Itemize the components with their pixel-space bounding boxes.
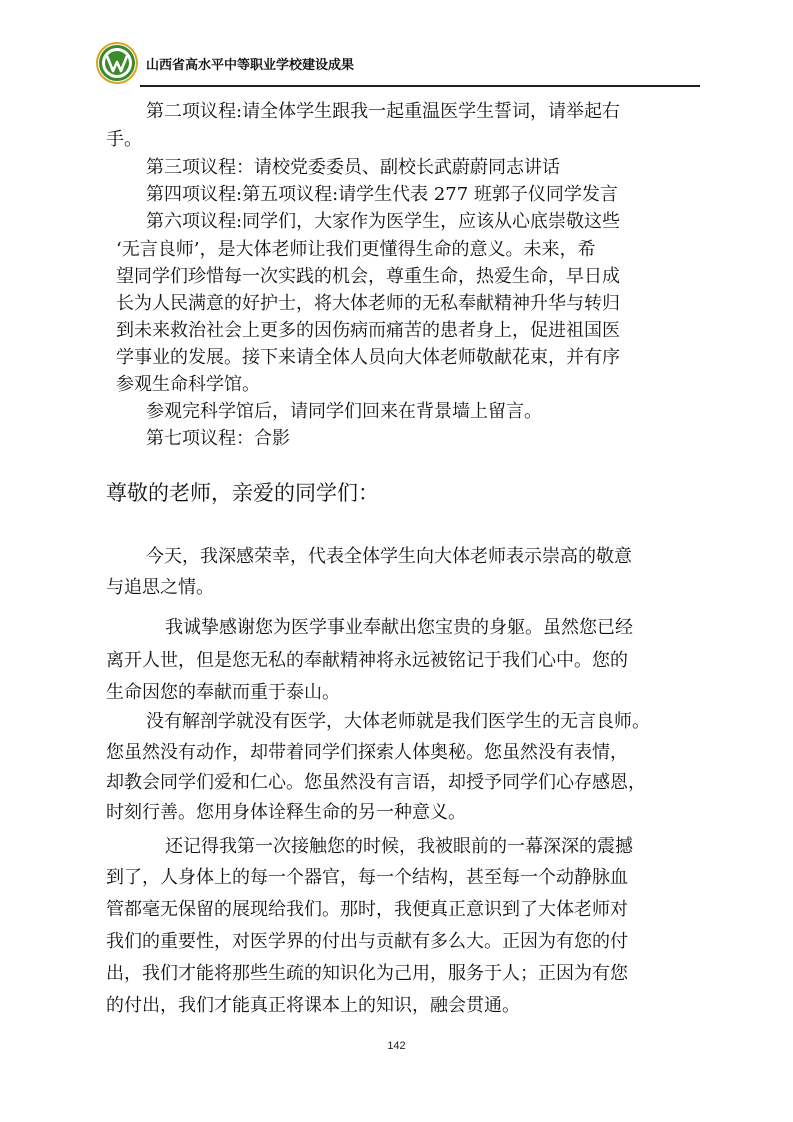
speech-line: 却教会同学们爱和仁心。您虽然没有言语，却授予同学们心存感恩， — [106, 772, 646, 793]
speech-line: 的付出，我们才能真正将课本上的知识，融会贯通。 — [106, 995, 520, 1016]
agenda-line: 第二项议程:请全体学生跟我一起重温医学生誓词，请举起右 — [146, 101, 621, 122]
speech-line: 没有解剖学就没有医学，大体老师就是我们医学生的无言良师。 — [146, 711, 650, 732]
agenda-line: 第四项议程:第五项议程:请学生代表 277 班郭子仪同学发言 — [146, 184, 618, 205]
speech-line: 今天，我深感荣幸，代表全体学生向大体老师表示崇高的敬意 — [146, 546, 632, 567]
agenda-line: 望同学们珍惜每一次实践的机会，尊重生命，热爱生命，早日成 — [116, 266, 620, 287]
school-logo-icon — [96, 42, 138, 84]
agenda-line: 长为人民满意的好护士，将大体老师的无私奉献精神升华与转归 — [116, 293, 620, 314]
speech-line: 出，我们才能将那些生疏的知识化为己用，服务于人；正因为有您 — [106, 963, 628, 984]
speech-line: 我们的重要性，对医学界的付出与贡献有多么大。正因为有您的付 — [106, 931, 628, 952]
speech-line: 离开人世，但是您无私的奉献精神将永远被铭记于我们心中。您的 — [106, 650, 628, 671]
agenda-line: 参观完科学馆后，请同学们回来在背景墙上留言。 — [146, 401, 542, 422]
speech-line: 到了，人身体上的每一个器官，每一个结构，甚至每一个动静脉血 — [106, 867, 628, 888]
header-title: 山西省高水平中等职业学校建设成果 — [146, 58, 355, 73]
agenda-line: 第七项议程：合影 — [146, 428, 290, 449]
speech-line: 还记得我第一次接触您的时候，我被眼前的一幕深深的震撼 — [165, 836, 633, 857]
speech-line: 与追思之情。 — [106, 577, 214, 598]
speech-line: 管都毫无保留的展现给我们。那时，我便真正意识到了大体老师对 — [106, 899, 628, 920]
agenda-line: 第六项议程:同学们，大家作为医学生，应该从心底崇敬这些 — [146, 211, 621, 232]
agenda-line: 第三项议程：请校党委委员、副校长武蔚蔚同志讲话 — [146, 157, 560, 178]
header-divider — [140, 85, 700, 87]
speech-line: 我诚挚感谢您为医学事业奉献出您宝贵的身躯。虽然您已经 — [165, 617, 633, 638]
salutation-heading: 尊敬的老师，亲爱的同学们： — [106, 481, 379, 505]
agenda-line: ‘无言良师’，是大体老师让我们更懂得生命的意义。未来，希 — [116, 239, 596, 260]
agenda-line: 手。 — [106, 129, 142, 150]
speech-line: 生命因您的奉献而重于泰山。 — [106, 682, 340, 703]
agenda-line: 到未来救治社会上更多的因伤病而痛苦的患者身上，促进祖国医 — [116, 320, 620, 341]
page-number: 142 — [387, 1040, 406, 1052]
agenda-line: 参观生命科学馆。 — [116, 374, 260, 395]
speech-line: 您虽然没有动作，却带着同学们探索人体奥秘。您虽然没有表情， — [106, 742, 628, 763]
speech-line: 时刻行善。您用身体诠释生命的另一种意义。 — [106, 802, 466, 823]
agenda-line: 学事业的发展。接下来请全体人员向大体老师敬献花束，并有序 — [116, 347, 620, 368]
